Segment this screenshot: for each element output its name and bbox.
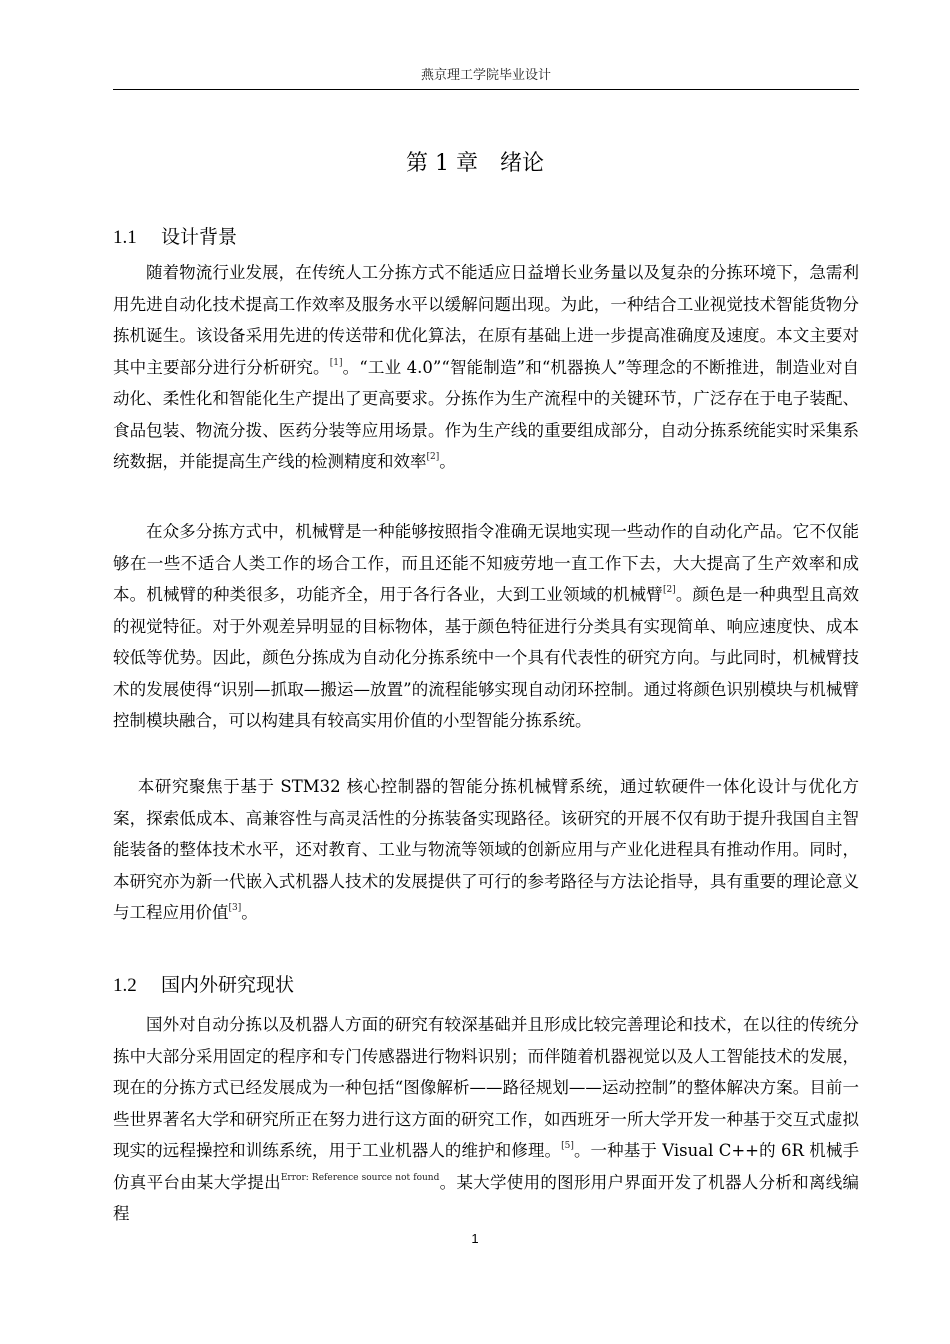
text-run: 本研究聚焦于基于 STM32 核心控制器的智能分拣机械臂系统，通过软硬件一体化设计与优化方案，探索低成本、高兼容性与高灵活性的分拣装备实现路径。该研究的开展不仅有助于提升我国自主智能装备的整体技术水平，还对教育、工业与物流等领域的创新应用与产业化进程具有推动作用。同时，本研究亦为新一代嵌入式机器人技术的发展提供了可行的参考路径与方法论指导，具有重要的理论意义与工程应用价值 <box>113 777 859 922</box>
citation-reference: [5] <box>561 1141 574 1151</box>
citation-reference: Error: Reference source not found <box>280 1172 440 1183</box>
paragraph-3 <box>113 771 859 929</box>
text-run: 。 <box>241 903 258 922</box>
section-title-text: 国内外研究现状 <box>161 974 295 996</box>
page-number: 1 <box>471 1231 479 1246</box>
section-number: 1.2 <box>113 975 137 996</box>
text-run: 国外对自动分拣以及机器人方面的研究有较深基础并且形成比较完善理论和技术，在以往的传统分拣中大部分采用固定的程序和专门传感器进行物料识别；而伴随着机器视觉以及人工智能技术的发展，现在的分拣方式已经发展成为一种包括“图像解析——路径规划——运动控制”的整体解决方案。目前一些世界著名大学和研究所正在努力进行这方面的研究工作，如西班牙一所大学开发一种基于交互式虚拟现实的远程操控和训练系统，用于工业机器人的维护和修理。 <box>113 1015 859 1160</box>
citation-reference: [2] <box>426 452 440 462</box>
paragraph-4 <box>113 1009 859 1230</box>
section-title-text: 设计背景 <box>161 226 238 248</box>
text-run: 随着物流行业发展，在传统人工分拣方式不能适应日益增长业务量以及复杂的分拣环境下，急需利用先进自动化技术提高工作效率及服务水平以缓解问题出现。为此，一种结合工业视觉技术智能货物分拣机诞生。该设备采用先进的传送带和优化算法，在原有基础上进一步提高准确度及速度。本文主要对其中主要部分进行分析研究。 <box>113 263 859 377</box>
citation-reference: [1] <box>329 357 343 368</box>
citation-reference: [3] <box>228 903 242 913</box>
text-run: 在众多分拣方式中，机械臂是一种能够按照指令准确无误地实现一些动作的自动化产品。它不仅能够在一些不适合人类工作的场合工作，而且还能不知疲劳地一直工作下去，大大提高了生产效率和成本。机械臂的种类很多，功能齐全，用于各行各业，大到工业领域的机械臂 <box>113 522 859 604</box>
page-header: 燕京理工学院毕业设计 <box>113 64 859 90</box>
text-run: 。 <box>439 452 456 471</box>
section-number: 1.1 <box>113 227 137 248</box>
chapter-title: 第 1 章 绪论 <box>406 151 544 176</box>
paragraph-2 <box>113 516 859 737</box>
section-heading-1-2 <box>113 970 294 997</box>
section-heading-1-1 <box>113 222 237 249</box>
text-run: 。“工业 4.0”“智能制造”和“机器换人”等理念的不断推进，制造业对自动化、柔性化和智能化生产提出了更高要求。分拣作为生产流程中的关键环节，广泛存在于电子装配、食品包装、物流分拨、医药分装等应用场景。作为生产线的重要组成部分，自动分拣系统能实时采集系统数据，并能提高生产线的检测精度和效率 <box>113 357 859 471</box>
text-run: 。一种基于 Visual C++的 6R 机械手仿真平台由某大学提出 <box>113 1141 859 1192</box>
paragraph-1 <box>113 257 859 478</box>
text-run: 。某大学使用的图形用户界面开发了机器人分析和离线编程 <box>113 1172 860 1223</box>
text-run: 。颜色是一种典型且高效的视觉特征。对于外观差异明显的目标物体，基于颜色特征进行分类具有实现简单、响应速度快、成本较低等优势。因此，颜色分拣成为自动化分拣系统中一个具有代表性的研究方向。与此同时，机械臂技术的发展使得“识别—抓取—搬运—放置”的流程能够实现自动闭环控制。通过将颜色识别模块与机械臂控制模块融合，可以构建具有较高实用价值的小型智能分拣系统。 <box>113 585 860 730</box>
citation-reference: [2] <box>662 585 676 595</box>
